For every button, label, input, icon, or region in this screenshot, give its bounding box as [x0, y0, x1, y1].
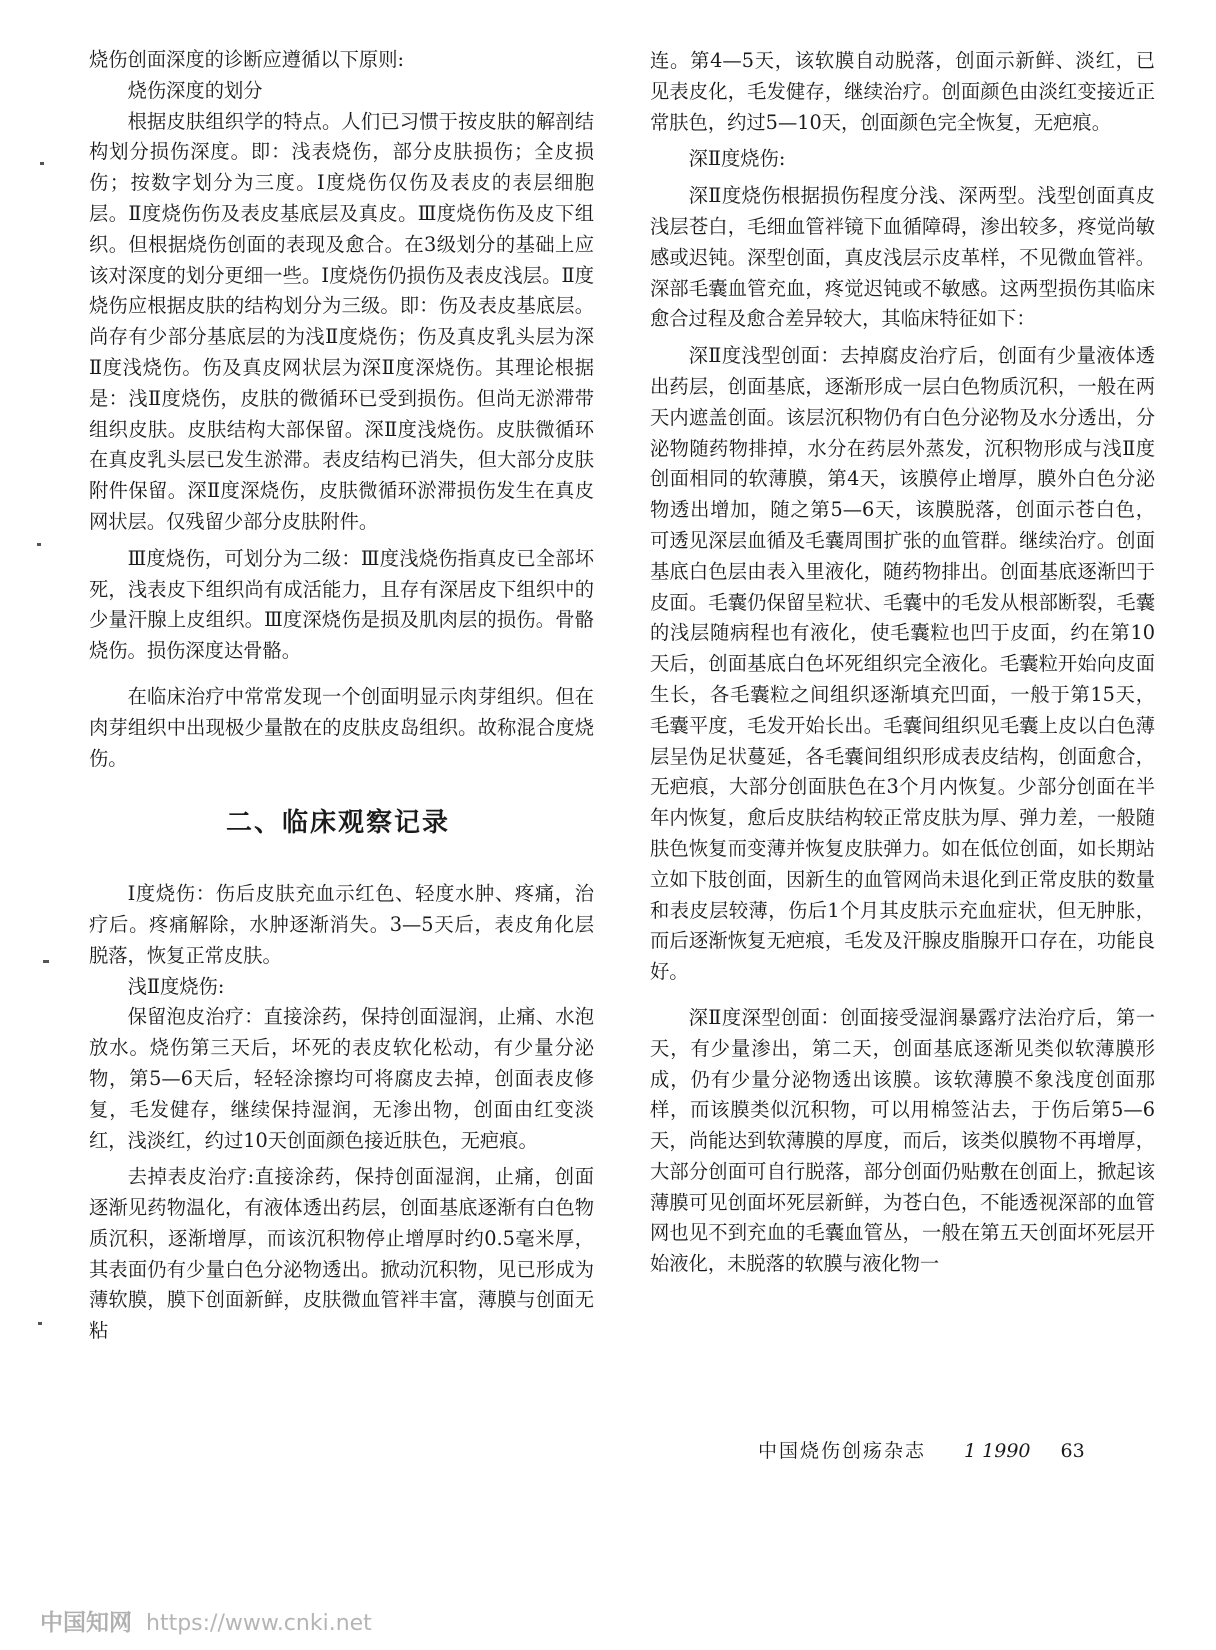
paragraph-classification: 根据皮肤组织学的特点。人们已习惯于按皮肤的解剖结构划分损伤深度。即：浅表烧伤，部分皮肤损伤；全皮损伤；按数字划分为三度。Ⅰ度烧伤仅伤及表皮的表层细胞层。Ⅱ度烧伤伤及表皮基底层及真皮。Ⅲ度烧伤伤及皮下组织。但根据烧伤创面的表现及愈合。在3级划分的基础上应该对深度的划分更细一些。Ⅰ度烧伤仍损伤及表皮浅层。Ⅱ度烧伤应根据皮肤的结构划分为三级。即：伤及表皮基底层。尚存有少部分基底层的为浅Ⅱ度烧伤；伤及真皮乳头层为深Ⅱ度浅烧伤。伤及真皮网状层为深Ⅱ度深烧伤。其理论根据是：浅Ⅱ度烧伤，皮肤的微循环已受到损伤。但尚无淤滞带组织皮肤。皮肤结构大部保留。深Ⅱ度浅烧伤。皮肤微循环在真皮乳头层已发生淤滞。表皮结构已消失，但大部分皮肤附件保留。深Ⅱ度深烧伤，皮肤微循环淤滞损伤发生在真皮网状层。仅残留少部分皮肤附件。 — [89, 109, 594, 533]
subheading-depth-division: 烧伤深度的划分 — [127, 78, 263, 102]
cnki-watermark — [40, 1604, 372, 1637]
paragraph-deep-second-types: 深Ⅱ度烧伤根据损伤程度分浅、深两型。浅型创面真皮浅层苍白，毛细血管袢镜下血循障碍，渗出较多，疼觉尚敏感或迟钝。深型创面，真皮浅层示皮革样，不见微血管袢。深部毛囊血管充血，疼觉迟钝或不敏感。这两型损伤其临床愈合过程及愈合差异较大，其临床特征如下： — [650, 184, 1155, 331]
intro-line: 烧伤创面深度的诊断应遵循以下原则: — [89, 48, 404, 71]
watermark-brand: 中国知网 — [40, 1610, 132, 1636]
scan-speck — [38, 1322, 42, 1325]
section-heading-clinical-observation: 二、临床观察记录 — [226, 808, 451, 839]
page-number: 63 — [1060, 1440, 1085, 1462]
right-column — [650, 46, 1155, 1280]
paragraph-epidermis-removal: 去掉表皮治疗:直接涂药，保持创面湿润，止痛，创面逐渐见药物温化，有液体透出药层，创面基底逐渐有白色物质沉积，逐渐增厚，而该沉积物停止增厚时约0.5毫米厚，其表面仍有少量白色分泌物透出。掀动沉积物，见已形成为薄软膜，膜下创面新鲜，皮肤微血管袢丰富，薄膜与创面无粘 — [89, 1165, 594, 1343]
scan-speck — [37, 543, 41, 546]
paragraph-blister-preservation: 保留泡皮治疗：直接涂药，保持创面湿润，止痛、水泡放水。烧伤第三天后，坏死的表皮软化松动，有少量分泌物，第5—6天后，轻轻涂擦均可将腐皮去掉，创面表皮修复，毛发健存，继续保持湿润，无渗出物，创面由红变淡红，浅淡红，约过10天创面颜色接近肤色，无疤痕。 — [89, 1005, 594, 1152]
issue-number: 1 1990 — [964, 1440, 1031, 1462]
paragraph-continuation: 连。第4—5天，该软膜自动脱落，创面示新鲜、淡红，已见表皮化，毛发健存，继续治疗。创面颜色由淡红变接近正常肤色，约过5—10天，创面颜色完全恢复，无疤痕。 — [650, 49, 1155, 134]
watermark-url: https://www.cnki.net — [146, 1611, 372, 1636]
subheading-superficial-second-degree: 浅Ⅱ度烧伤: — [127, 974, 225, 998]
scan-speck — [40, 162, 44, 165]
paragraph-first-degree: Ⅰ度烧伤：伤后皮肤充血示红色、轻度水肿、疼痛，治疗后。疼痛解除，水肿逐渐消失。3—5天后，表皮角化层脱落，恢复正常皮肤。 — [89, 882, 594, 967]
paragraph-deep-second-deep-type: 深Ⅱ度深型创面：创面接受湿润暴露疗法治疗后，第一天，有少量渗出，第二天，创面基底逐渐见类似软薄膜形成，仍有少量分泌物透出该膜。该软薄膜不象浅度创面那样，而该膜类似沉积物，可以用棉签沾去，于伤后第5—6天，尚能达到软薄膜的厚度，而后，该类似膜物不再增厚，大部分创面可自行脱落，部分创面仍贴敷在创面上，掀起该薄膜可见创面坏死层新鲜，为苍白色，不能透视深部的血管网也见不到充血的毛囊血管丛，一般在第五天创面坏死层开始液化，未脱落的软膜与液化物一 — [650, 1005, 1155, 1276]
paragraph-third-degree: Ⅲ度烧伤，可划分为二级：Ⅲ度浅烧伤指真皮已全部坏死，浅表皮下组织尚有成活能力，且存有深居皮下组织中的少量汗腺上皮组织。Ⅲ度深烧伤是损及肌肉层的损伤。骨骼烧伤。损伤深度达骨骼。 — [89, 546, 594, 663]
paragraph-mixed-burn: 在临床治疗中常常发现一个创面明显示肉芽组织。但在肉芽组织中出现极少量散在的皮肤皮岛组织。故称混合度烧伤。 — [89, 684, 594, 770]
paragraph-deep-second-superficial-type: 深Ⅱ度浅型创面：去掉腐皮治疗后，创面有少量液体透出药层，创面基底，逐渐形成一层白色物质沉积，一般在两天内遮盖创面。该层沉积物仍有白色分泌物及水分透出，分泌物随药物排掉，水分在药层外蒸发，沉积物形成与浅Ⅱ度创面相同的软薄膜，第4天，该膜停止增厚，膜外白色分泌物透出增加，随之第5—6天，该膜脱落，创面示苍白色，可透见深层血循及毛囊周围扩张的血管群。继续治疗。创面基底白色层由表入里液化，随药物排出。创面基底逐渐凹于皮面。毛囊仍保留呈粒状、毛囊中的毛发从根部断裂，毛囊的浅层随病程也有液化，使毛囊粒也凹于皮面，约在第10天后，创面基底白色坏死组织完全液化。毛囊粒开始向皮面生长，各毛囊粒之间组织逐渐填充凹面，一般于第15天，毛囊平度，毛发开始长出。毛囊间组织见毛囊上皮以白色薄层呈伪足状蔓延，各毛囊间组织形成表皮结构，创面愈合，无疤痕，大部分创面肤色在3个月内恢复。少部分创面在半年内恢复，愈后皮肤结构较正常皮肤为厚、弹力差，一般随肤色恢复而变薄并恢复皮肤弹力。如在低位创面，如长期站立如下肢创面，因新生的血管网尚未退化到正常皮肤的数量和表皮层较薄，伤后1个月其皮肤示充血症状，但无肿胀，而后逐渐恢复无疤痕，毛发及汗腺皮脂腺开口存在，功能良好。 — [650, 344, 1155, 984]
subheading-deep-second-degree: 深Ⅱ度烧伤: — [688, 147, 786, 171]
page-footer — [758, 1436, 1158, 1463]
scan-speck — [43, 960, 49, 963]
journal-name: 中国烧伤创疡杂志 — [758, 1440, 927, 1462]
left-column — [89, 45, 594, 1347]
